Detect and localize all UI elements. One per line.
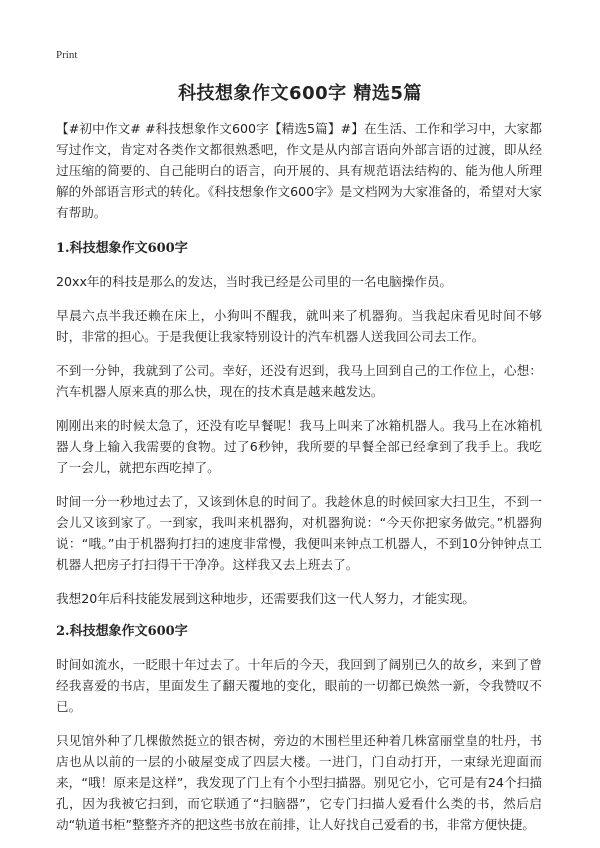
paragraph: 我想20年后科技能发展到这种地步，还需要我们这一代人努力，才能实现。 <box>56 591 476 606</box>
intro-paragraph: 【#初中作文# #科技想象作文600字【精选5篇】#】在生活、工作和学习中，大家都写过作文，肯定对各类作文都很熟悉吧，作文是从内部言语向外部言语的过渡，即从经过压缩的简要的、自己能明白的语言，向开展的、具有规范语法结构的、能为他人所理解的外部语言形式的转化。《科技想象作文600字》是文档网为大家准备的，希望对大家有帮助。 <box>56 121 542 220</box>
paragraph: 时间如流水，一眨眼十年过去了。十年后的今天，我回到了阔别已久的故乡，来到了曾经我喜爱的书店，里面发生了翻天覆地的变化，眼前的一切都已焕然一新，令我赞叹不已。 <box>56 657 542 714</box>
paragraph: 20xx年的科技是那么的发达，当时我已经是公司里的一名电脑操作员。 <box>56 274 453 289</box>
paragraph: 不到一分钟，我就到了公司。幸好，还没有迟到，我马上回到自己的工作位上，心想：汽车机器人原来真的那么快，现在的技术真是越来越发达。 <box>56 363 542 399</box>
article-body <box>56 118 542 848</box>
paragraph: 只见馆外种了几棵傲然挺立的银杏树，旁边的木围栏里还种着几株富丽堂皇的牡丹，书店也从以前的一层的小破屋变成了四层大楼。一进门，门自动打开，一束绿光迎面而来，“哦！原来是这样”，我发现了门上有个小型扫描器。别见它小，它可是有24个扫描孔，因为我被它扫到，而它联通了“扫脑器”，它专门扫描人爱看什么类的书，然后启动“轨道书柜”整整齐齐的把这些书放在前排，让人好找自己爱看的书，非常方便快捷。 <box>56 733 542 832</box>
print-link[interactable]: Print <box>56 49 78 61</box>
paragraph: 时间一分一秒地过去了，又该到休息的时间了。我趁休息的时候回家大扫卫生，不到一会儿又该到家了。一到家，我叫来机器狗，对机器狗说：“今天你把家务做完。”机器狗说：“哦。”由于机器狗打扫的速度非常慢，我便叫来钟点工机器人，不到10分钟钟点工机器人把房子打扫得干干净净。这样我又去上班去了。 <box>56 494 542 572</box>
section-heading: 1.科技想象作文600字 <box>56 241 188 256</box>
paragraph: 早晨六点半我还赖在床上，小狗叫不醒我，就叫来了机器狗。当我起床看见时间不够时，非常的担心。于是我便让我家特别设计的汽车机器人送我回公司去工作。 <box>56 308 542 344</box>
page-title: 科技想象作文600字 精选5篇 <box>178 83 422 104</box>
section-heading: 2.科技想象作文600字 <box>56 624 188 639</box>
paragraph: 刚刚出来的时候太急了，还没有吃早餐呢！我马上叫来了冰箱机器人。我马上在冰箱机器人身上输入我需要的食物。过了6秒钟，我所要的早餐全部已经拿到了我手上。我吃了一会儿，就把东西吃掉了。 <box>56 418 542 475</box>
